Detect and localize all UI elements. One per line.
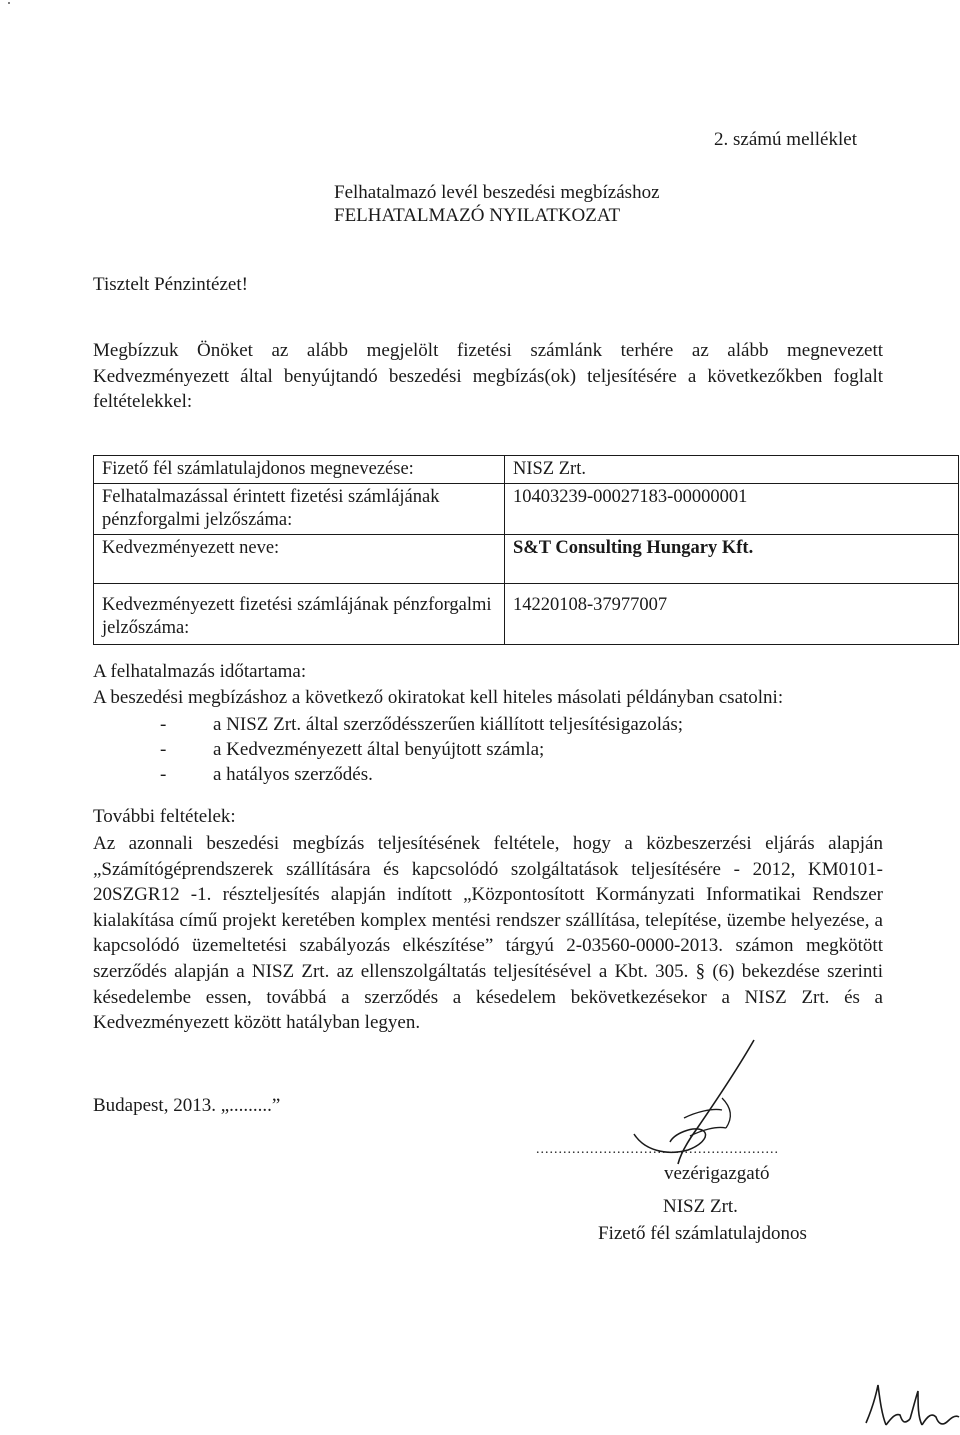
signatory-organization: NISZ Zrt. [663, 1196, 738, 1217]
list-item-text: a Kedvezményezett által benyújtott számla; [213, 739, 545, 760]
table-row [94, 584, 959, 645]
beneficiary-name-label: Kedvezményezett neve: [94, 535, 505, 584]
payer-name-value: NISZ Zrt. [505, 456, 959, 484]
list-item [160, 712, 683, 737]
beneficiary-account-value: 14220108-37977007 [505, 584, 959, 645]
payer-name-label: Fizető fél számlatulajdonos megnevezése: [94, 456, 505, 484]
duration-label: A felhatalmazás időtartama: [93, 661, 307, 682]
attachments-list [160, 712, 683, 787]
table-row [94, 535, 959, 584]
list-item [160, 737, 683, 762]
payer-account-value: 10403239-00027183-00000001 [505, 484, 959, 535]
dash-marker: - [160, 714, 167, 735]
list-item-text: a NISZ Zrt. által szerződésszerűen kiállított teljesítésigazolás; [213, 714, 684, 735]
document-subtitle: FELHATALMAZÓ NYILATKOZAT [334, 205, 621, 226]
beneficiary-name-value: S&T Consulting Hungary Kft. [505, 535, 959, 584]
annex-label: 2. számú melléklet [714, 129, 857, 150]
beneficiary-account-label: Kedvezményezett fizetési számlájának pénzforgalmi jelzőszáma: [94, 584, 505, 645]
list-item-text: a hatályos szerződés. [213, 764, 373, 785]
scan-speck [6, 0, 16, 10]
list-item [160, 762, 683, 787]
further-conditions-label: További feltételek: [93, 806, 236, 827]
signatory-capacity: Fizető fél számlatulajdonos [598, 1223, 807, 1244]
table-row [94, 456, 959, 484]
handwritten-signature [626, 1038, 766, 1168]
attachments-intro: A beszedési megbízáshoz a következő okiratokat kell hiteles másolati példányban csatolni: [93, 687, 784, 708]
greeting: Tisztelt Pénzintézet! [93, 274, 248, 295]
place-date: Budapest, 2013. „.........” [93, 1095, 281, 1116]
document-title: Felhatalmazó levél beszedési megbízáshoz [334, 182, 660, 203]
signature-line: ...................................................... [536, 1142, 779, 1157]
dash-marker: - [160, 739, 167, 760]
payer-account-label: Felhatalmazással érintett fizetési számlájának pénzforgalmi jelzőszáma: [94, 484, 505, 535]
account-details-table [93, 455, 959, 645]
further-conditions-text: Az azonnali beszedési megbízás teljesítésének feltétele, hogy a közbeszerzési eljárás alapján „Számítógéprendszerek szállítására és kapcsolódó szolgáltatások teljesítésére - 2012, KM0101-20SZGR12 -1. részteljesítés alapján indított „Központosított Kormányzati Informatikai Rendszer kialakítása című projekt keretében komplex mentési rendszer szállítása, telepítése, üzembe helyezése, a kapcsolódó üzemeltetési szabályozás elkészítése” tárgyú 2-03560-0000-2013. számon megkötött szerződés alapján a NISZ Zrt. az ellenszolgáltatás teljesítésével a Kbt. 305. § (6) bekezdése szerinti késedelembe essen, továbbá a szerződés a késedelem bekövetkezésekor a NISZ Zrt. és a Kedvezményezett között hatályban legyen. [93, 833, 883, 1034]
signatory-role: vezérigazgató [664, 1163, 770, 1184]
intro-paragraph: Megbízzuk Önöket az alább megjelölt fizetési számlánk terhére az alább megnevezett Kedvezményezett által benyújtandó beszedési megbízás(ok) teljesítésére a következőkben foglalt feltételekkel: [93, 340, 883, 412]
initials-signature [856, 1375, 960, 1435]
dash-marker: - [160, 764, 167, 785]
table-row [94, 484, 959, 535]
